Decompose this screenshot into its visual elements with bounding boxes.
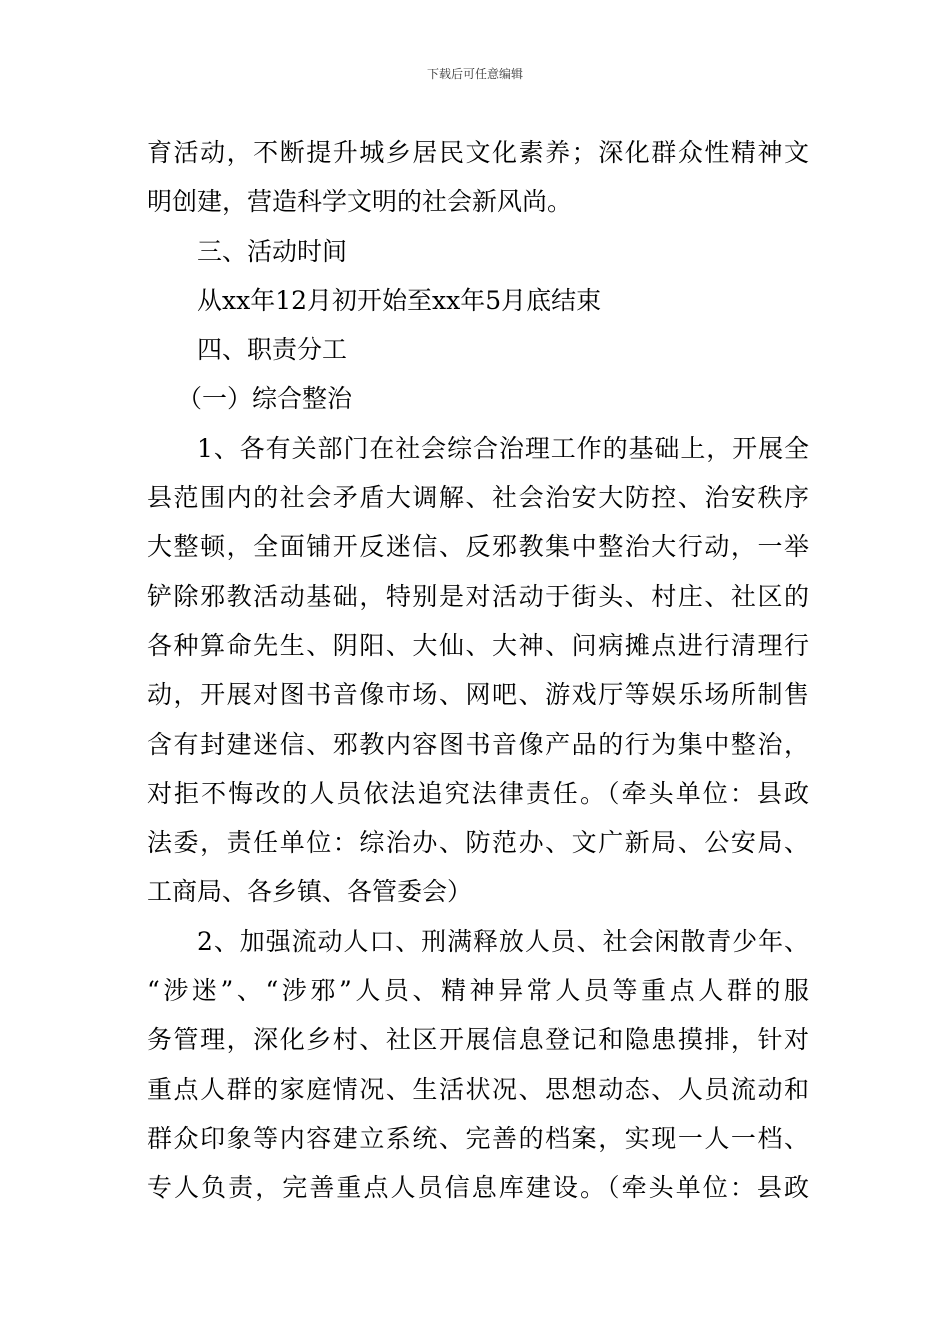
text-line: 重点人群的家庭情况、生活状况、思想动态、人员流动和 <box>147 1074 809 1104</box>
text-line: 从xx年12月初开始至xx年5月底结束 <box>197 285 602 315</box>
text-line: 动，开展对图书音像市场、网吧、游戏厅等娱乐场所制售 <box>147 680 809 710</box>
text-line: 工商局、各乡镇、各管委会） <box>147 877 473 907</box>
subsection-heading: （一）综合整治 <box>177 384 353 414</box>
section-heading: 三、活动时间 <box>197 236 348 266</box>
text-line: 群众印象等内容建立系统、完善的档案，实现一人一档、 <box>147 1123 809 1153</box>
text-line: 专人负责，完善重点人员信息库建设。（牵头单位：县政 <box>147 1173 809 1203</box>
text-line: “涉迷”、“涉邪”人员、精神异常人员等重点人群的服 <box>147 976 809 1006</box>
page-header-note: 下载后可任意编辑 <box>426 67 523 81</box>
text-line: 大整顿，全面铺开反迷信、反邪教集中整治大行动，一举 <box>147 532 809 562</box>
text-line: 铲除邪教活动基础，特别是对活动于街头、村庄、社区的 <box>147 581 809 611</box>
text-line: 2、加强流动人口、刑满释放人员、社会闲散青少年、 <box>197 926 809 956</box>
text-line: 1、各有关部门在社会综合治理工作的基础上，开展全 <box>197 433 809 463</box>
text-line: 县范围内的社会矛盾大调解、社会治安大防控、治安秩序 <box>147 483 809 513</box>
document-body <box>147 128 809 1213</box>
text-line: 各种算命先生、阴阳、大仙、大神、问病摊点进行清理行 <box>147 630 809 660</box>
text-line: 务管理，深化乡村、社区开展信息登记和隐患摸排，针对 <box>147 1025 809 1055</box>
text-line: 法委，责任单位：综治办、防范办、文广新局、公安局、 <box>147 828 809 858</box>
text-line: 对拒不悔改的人员依法追究法律责任。（牵头单位：县政 <box>147 778 809 808</box>
text-line: 含有封建迷信、邪教内容图书音像产品的行为集中整治， <box>147 729 809 759</box>
text-line: 育活动，不断提升城乡居民文化素养；深化群众性精神文 <box>147 138 809 167</box>
section-heading: 四、职责分工 <box>197 335 348 365</box>
text-line: 明创建，营造科学文明的社会新风尚。 <box>147 187 573 217</box>
